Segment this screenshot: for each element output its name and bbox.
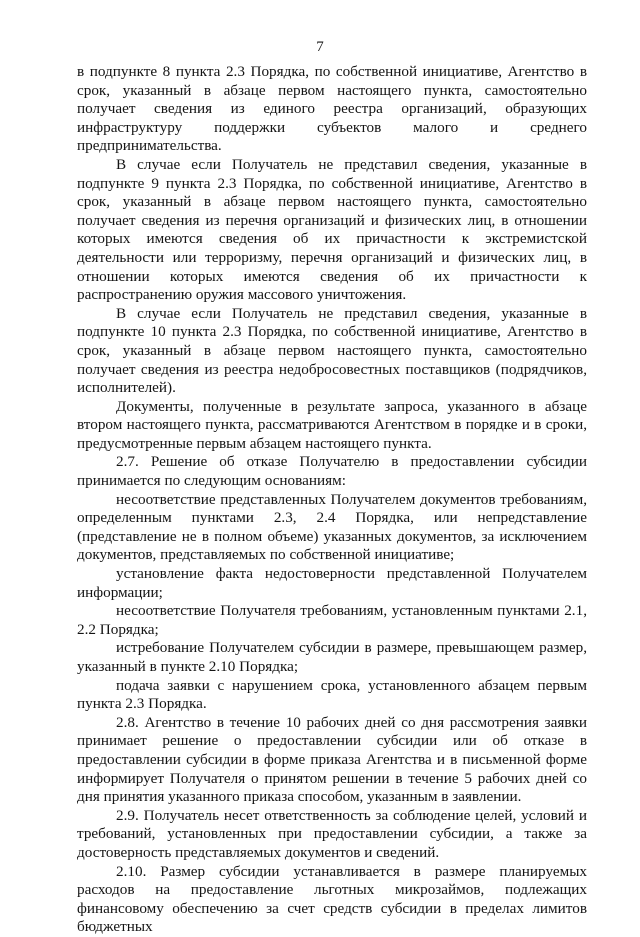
- paragraph-continuation: в подпункте 8 пункта 2.3 Порядка, по собственной инициативе, Агентство в срок, указанный в абзаце первом настоящего пункта, самостоятельно получает сведения из единого реестра организаций, образующих инфраструктуру поддержки субъектов малого и среднего предпринимательства.: [77, 63, 587, 155]
- paragraph-2-7: 2.7. Решение об отказе Получателю в предоставлении субсидии принимается по следующим основаниям:: [77, 453, 587, 490]
- paragraph-subpoint-9: В случае если Получатель не представил сведения, указанные в подпункте 9 пункта 2.3 Порядка, по собственной инициативе, Агентство в срок, указанный в абзаце первом настоящего пункта, самостоятельно получает сведения из перечня организаций и физических лиц, в отношении которых имеются сведения об их причастности к экстремистской деятельности или терроризму, перечня организаций и физических лиц, в отношении которых имеются сведения об их причастности к распространению оружия массового уничтожения.: [77, 155, 587, 304]
- ground-requirements-mismatch: несоответствие Получателя требованиям, установленным пунктами 2.1, 2.2 Порядка;: [77, 602, 587, 638]
- paragraph-2-9: 2.9. Получатель несет ответственность за соблюдение целей, условий и требований, установленных при предоставлении субсидии, а также за достоверность представляемых документов и сведений.: [77, 806, 587, 861]
- ground-document-mismatch: несоответствие представленных Получателем документов требованиям, определенным пунктами 2.3, 2.4 Порядка, или непредставление (представление не в полном объеме) указанных документов, за исключением документов, представляемых по собственной инициативе;: [77, 490, 587, 564]
- ground-false-information: установление факта недостоверности представленной Получателем информации;: [77, 565, 587, 601]
- ground-excess-amount: истребование Получателем субсидии в размере, превышающем размер, указанный в пункте 2.10 Порядка;: [77, 639, 587, 675]
- paragraph-2-8: 2.8. Агентство в течение 10 рабочих дней со дня рассмотрения заявки принимает решение о предоставлении субсидии или об отказе в предоставлении субсидии в форме приказа Агентства и в письменной форме информирует Получателя о принятом решении в течение 5 рабочих дней со дня принятия указанного приказа способом, указанным в заявлении.: [77, 713, 587, 806]
- paragraph-request-documents: Документы, полученные в результате запроса, указанного в абзаце втором настоящего пункта, рассматриваются Агентством в порядке и в сроки, предусмотренные первым абзацем настоящего пункта.: [77, 397, 587, 452]
- page-number: 7: [316, 39, 324, 55]
- paragraph-subpoint-10: В случае если Получатель не представил сведения, указанные в подпункте 10 пункта 2.3 Порядка, по собственной инициативе, Агентство в срок, указанный в абзаце первом настоящего пункта, самостоятельно получает сведения из реестра недобросовестных поставщиков (подрядчиков, исполнителей).: [77, 304, 587, 397]
- paragraph-2-10: 2.10. Размер субсидии устанавливается в размере планируемых расходов на предоставление льготных микрозаймов, подлежащих финансовому обеспечению за счет средств субсидии в пределах лимитов бюджетных: [77, 862, 587, 936]
- ground-late-application: подача заявки с нарушением срока, установленного абзацем первым пункта 2.3 Порядка.: [77, 676, 587, 713]
- document-body: [77, 63, 587, 937]
